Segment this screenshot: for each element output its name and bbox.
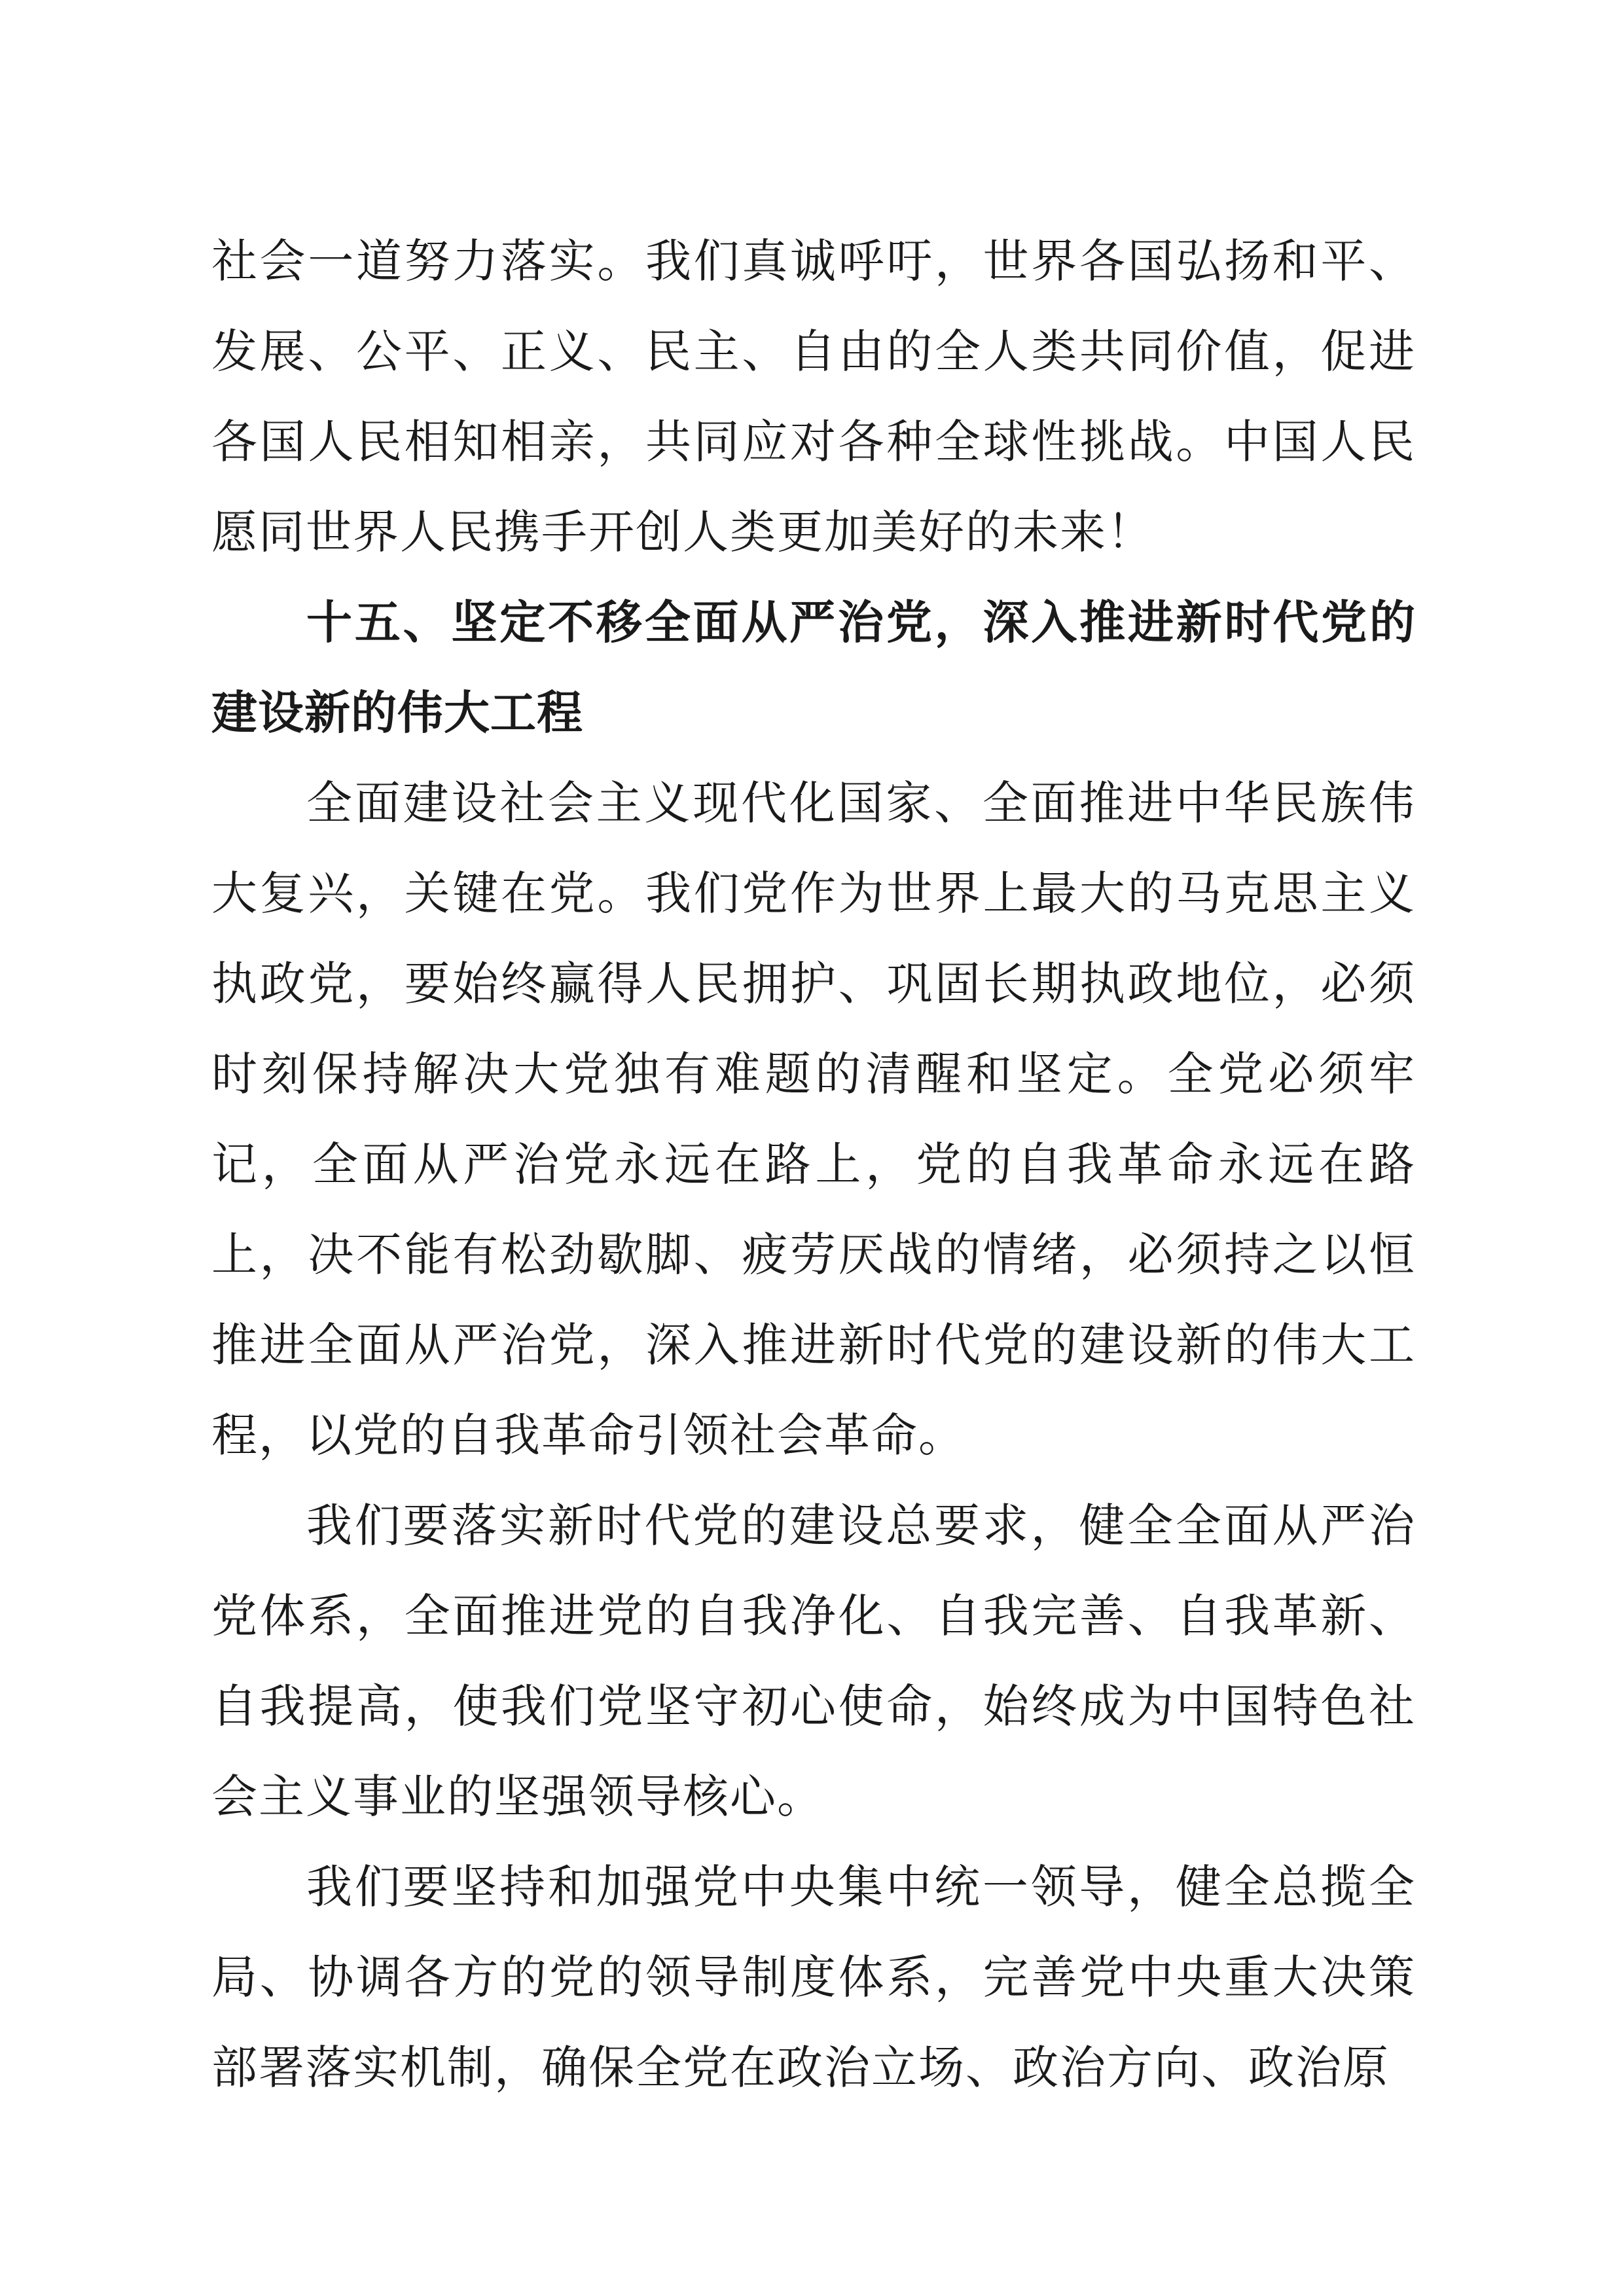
body-paragraph-2: 我们要落实新时代党的建设总要求，健全全面从严治党体系，全面推进党的自我净化、自我完善、自我革新、自我提高，使我们党坚守初心使命，始终成为中国特色社会主义事业的坚强领导核心。 bbox=[211, 1499, 1416, 1823]
body-paragraph-3: 我们要坚持和加强党中央集中统一领导，健全总揽全局、协调各方的党的领导制度体系，完善党中央重大决策部署落实机制，确保全党在政治立场、政治方向、政治原 bbox=[211, 1860, 1416, 2094]
continued-paragraph: 社会一道努力落实。我们真诚呼吁，世界各国弘扬和平、发展、公平、正义、民主、自由的全人类共同价值，促进各国人民相知相亲，共同应对各种全球性挑战。中国人民愿同世界人民携手开创人类更加美好的未来！ bbox=[211, 234, 1416, 559]
section-heading: 十五、坚定不移全面从严治党，深入推进新时代党的建设新的伟大工程 bbox=[211, 596, 1416, 740]
document-page bbox=[211, 216, 1416, 2113]
body-paragraph-1: 全面建设社会主义现代化国家、全面推进中华民族伟大复兴，关键在党。我们党作为世界上最大的马克思主义执政党，要始终赢得人民拥护、巩固长期执政地位，必须时刻保持解决大党独有难题的清醒和坚定。全党必须牢记，全面从严治党永远在路上，党的自我革命永远在路上，决不能有松劲歇脚、疲劳厌战的情绪，必须持之以恒推进全面从严治党，深入推进新时代党的建设新的伟大工程，以党的自我革命引领社会革命。 bbox=[211, 776, 1416, 1462]
